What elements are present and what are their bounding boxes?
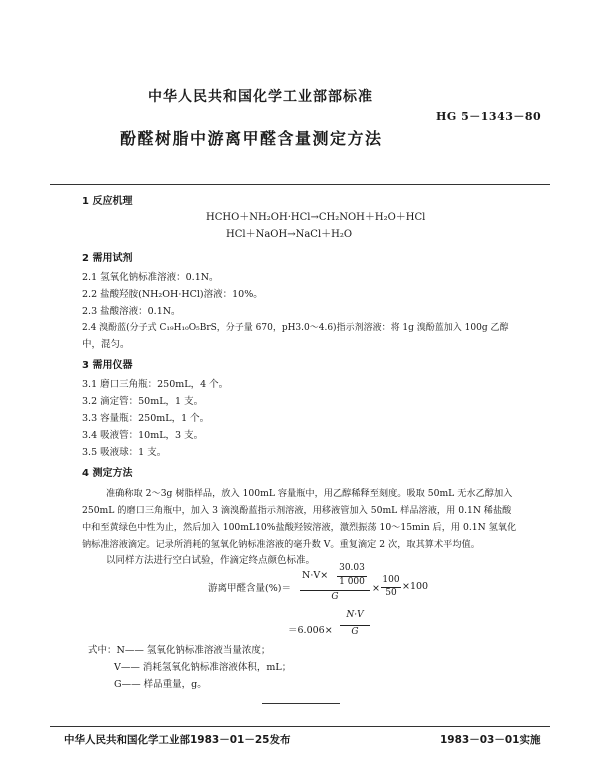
formula-numerator-left: N·V×: [302, 570, 329, 581]
section-4-heading: 4 测定方法: [82, 468, 133, 479]
apparatus-item: 3.3 容量瓶：250mL，1 个。: [82, 413, 210, 424]
formula-tail: ×100: [402, 581, 429, 592]
reagent-item: 2.3 盐酸溶液：0.1N。: [82, 306, 181, 317]
legend-n: 式中：N—— 氢氧化钠标准溶液当量浓度；: [88, 645, 271, 656]
formula2-lhs: ＝6.006×: [288, 625, 333, 636]
apparatus-item: 3.2 滴定管：50mL，1 支。: [82, 396, 204, 407]
formula-denominator: G: [331, 592, 339, 602]
apparatus-item: 3.4 吸液管：10mL，3 支。: [82, 430, 204, 441]
legend-v: V—— 消耗氢氧化钠标准溶液体积，mL；: [114, 662, 292, 673]
formula-inner-numerator: 30.03: [339, 563, 365, 573]
method-paragraph-line: 准确称取 2～3g 树脂样品，放入 100mL 容量瓶中，用乙醇稀释至刻度。吸取 50mL 无水乙醇加入: [106, 488, 513, 499]
end-of-text-rule: [262, 703, 340, 704]
issuer-release: 中华人民共和国化学工业部1983－01－25发布: [64, 734, 291, 746]
apparatus-item: 3.1 磨口三角瓶：250mL，4 个。: [82, 379, 229, 390]
formula-fraction2-denominator: 50: [385, 588, 397, 598]
formula-times: ×: [372, 583, 380, 594]
reagent-item: 2.1 氢氧化钠标准溶液：0.1N。: [82, 272, 219, 283]
method-paragraph-line: 250mL 的磨口三角瓶中，加入 3 滴溴酚蓝指示剂溶液，用移液管加入 50mL 样品溶液，用 0.1N 稀盐酸: [82, 505, 512, 516]
formula2-fraction-bar: [340, 625, 370, 626]
legend-g: G—— 样品重量，g。: [114, 679, 207, 690]
blank-test-line: 以同样方法进行空白试验，作滴定终点颜色标准。: [106, 555, 316, 566]
formula-fraction2-numerator: 100: [382, 575, 400, 585]
section-1-heading: 1 反应机理: [82, 196, 133, 207]
formula2-numerator: N·V: [346, 610, 364, 620]
reaction-equation-1: HCHO＋NH₂OH·HCl→CH₂NOH＋H₂O＋HCl: [206, 212, 426, 223]
ministry-standard-heading: 中华人民共和国化学工业部部标准: [148, 89, 373, 105]
header-divider: [50, 184, 550, 185]
footer-divider: [50, 726, 550, 727]
effective-date: 1983－03－01实施: [440, 734, 541, 746]
section-3-heading: 3 需用仪器: [82, 360, 133, 371]
section-2-heading: 2 需用试剂: [82, 253, 133, 264]
reagent-item: 2.2 盐酸羟胺(NH₂OH·HCl)溶液：10%。: [82, 289, 263, 300]
method-paragraph-line: 钠标准溶液滴定。记录所消耗的氢氧化钠标准溶液的毫升数 V。重复滴定 2 次，取其算术平均值。: [82, 539, 480, 550]
formula-inner-denominator: 1 000: [339, 577, 365, 587]
standard-code: HG 5－1343－80: [436, 110, 542, 123]
formula-lhs: 游离甲醛含量(%)＝: [208, 583, 291, 594]
apparatus-item: 3.5 吸液球：1 支。: [82, 447, 167, 458]
reagent-item-continued: 中，混匀。: [82, 339, 130, 350]
method-paragraph-line: 中和至黄绿色中性为止，然后加入 100mL10%盐酸羟铵溶液，激烈振荡 10～15min 后，用 0.1N 氢氧化: [82, 522, 517, 533]
reaction-equation-2: HCl＋NaOH→NaCl＋H₂O: [226, 229, 353, 240]
reagent-item: 2.4 溴酚蓝(分子式 C₁₉H₁₀O₅BrS，分子量 670，pH3.0～4.6)指示剂溶液：将 1g 溴酚蓝加入 100g 乙醇: [82, 323, 509, 333]
document-title: 酚醛树脂中游离甲醛含量测定方法: [120, 129, 383, 148]
formula2-denominator: G: [351, 627, 359, 637]
formula-main-fraction-bar: [300, 590, 370, 591]
